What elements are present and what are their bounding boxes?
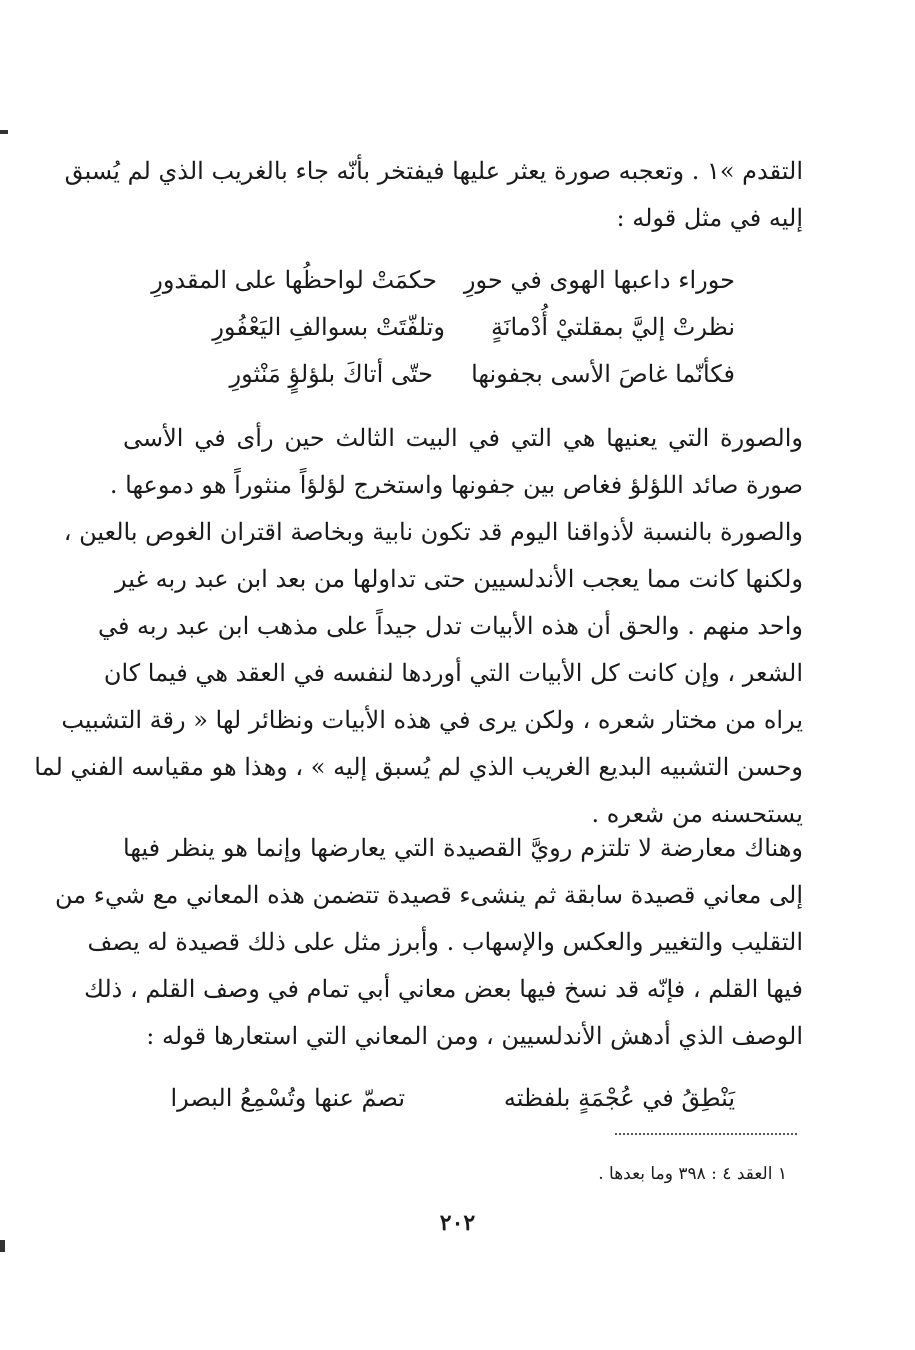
poem-1-verse-2-first: نظرتْ إليَّ بمقلتيْ أُدْمانَةٍ	[490, 313, 735, 341]
paragraph-1-line-4: ولكنها كانت مما يعجب الأندلسيين حتى تداولها من بعد ابن عبد ربه غير	[114, 565, 803, 593]
paragraph-2-line-2: إلى معاني قصيدة سابقة ثم ينشىء قصيدة تتضمن هذه المعاني مع شيء من	[54, 881, 803, 909]
edge-mark	[0, 130, 8, 134]
edge-mark	[0, 1240, 5, 1252]
paragraph-2-line-3: التقليب والتغيير والعكس والإسهاب . وأبرز مثل على ذلك قصيدة له يصف	[87, 928, 803, 956]
paragraph-1-line-5: واحد منهم . والحق أن هذه الأبيات تدل جيداً على مذهب ابن عبد ربه في	[97, 612, 803, 640]
paragraph-1-line-9: يستحسنه من شعره .	[591, 800, 803, 828]
footnote: ١ العقد ٤ : ٣٩٨ وما بعدها .	[598, 1164, 787, 1184]
intro-line-1: التقدم »١ . وتعجبه صورة يعثر عليها فيفتخر بأنّه جاء بالغريب الذي لم يُسبق	[64, 157, 803, 185]
footnote-separator	[615, 1133, 797, 1135]
poem-2-first: يَنْطِقُ في عُجْمَةٍ بلفظته	[503, 1084, 735, 1112]
paragraph-1-line-2: صورة صائد اللؤلؤ فغاص بين جفونها واستخرج لؤلؤاً منثوراً هو دموعها .	[109, 471, 803, 499]
paragraph-2-line-5: الوصف الذي أدهش الأندلسيين ، ومن المعاني التي استعارها قوله :	[146, 1022, 803, 1050]
paragraph-1-line-8: وحسن التشبيه البديع الغريب الذي لم يُسبق إليه » ، وهذا هو مقياسه الفني لما	[34, 753, 803, 781]
paragraph-1-line-7: يراه من مختار شعره ، ولكن يرى في هذه الأبيات ونظائر لها « رقة التشبيب	[61, 706, 803, 734]
poem-1-verse-1-second: حكمَتْ لواحظُها على المقدورِ	[151, 266, 437, 294]
paragraph-2-line-4: فيها القلم ، فإنّه قد نسخ فيها بعض معاني أبي تمام في وصف القلم ، ذلك	[84, 975, 803, 1003]
paragraph-1-line-6: الشعر ، وإن كانت كل الأبيات التي أوردها لنفسه في العقد هي فيما كان	[103, 659, 803, 687]
paragraph-1-line-1: والصورة التي يعنيها هي التي في البيت الثالث حين رأى في الأسى	[123, 424, 803, 452]
poem-1-verse-3-first: فكأنّما غاصَ الأسى بجفونها	[471, 360, 735, 388]
page-number: ٢٠٢	[439, 1210, 476, 1236]
paragraph-2-line-1: وهناك معارضة لا تلتزم رويَّ القصيدة التي يعارضها وإنما هو ينظر فيها	[123, 834, 803, 862]
poem-2-second: تصمّ عنها وتُسْمِعُ البصرا	[170, 1084, 405, 1112]
poem-1-verse-2-second: وتلفّتَتْ بسوالفِ اليَعْفُورِ	[212, 313, 445, 341]
paragraph-1-line-3: والصورة بالنسبة لأذواقنا اليوم قد تكون نابية وبخاصة اقتران الغوص بالعين ،	[63, 518, 803, 546]
poem-1-verse-1-first: حوراء داعبها الهوى في حورِ	[463, 266, 735, 294]
poem-1-verse-3-second: حتّى أتاكَ بلؤلؤٍ مَنْثورِ	[229, 360, 433, 388]
intro-line-2: إليه في مثل قوله :	[616, 204, 803, 232]
